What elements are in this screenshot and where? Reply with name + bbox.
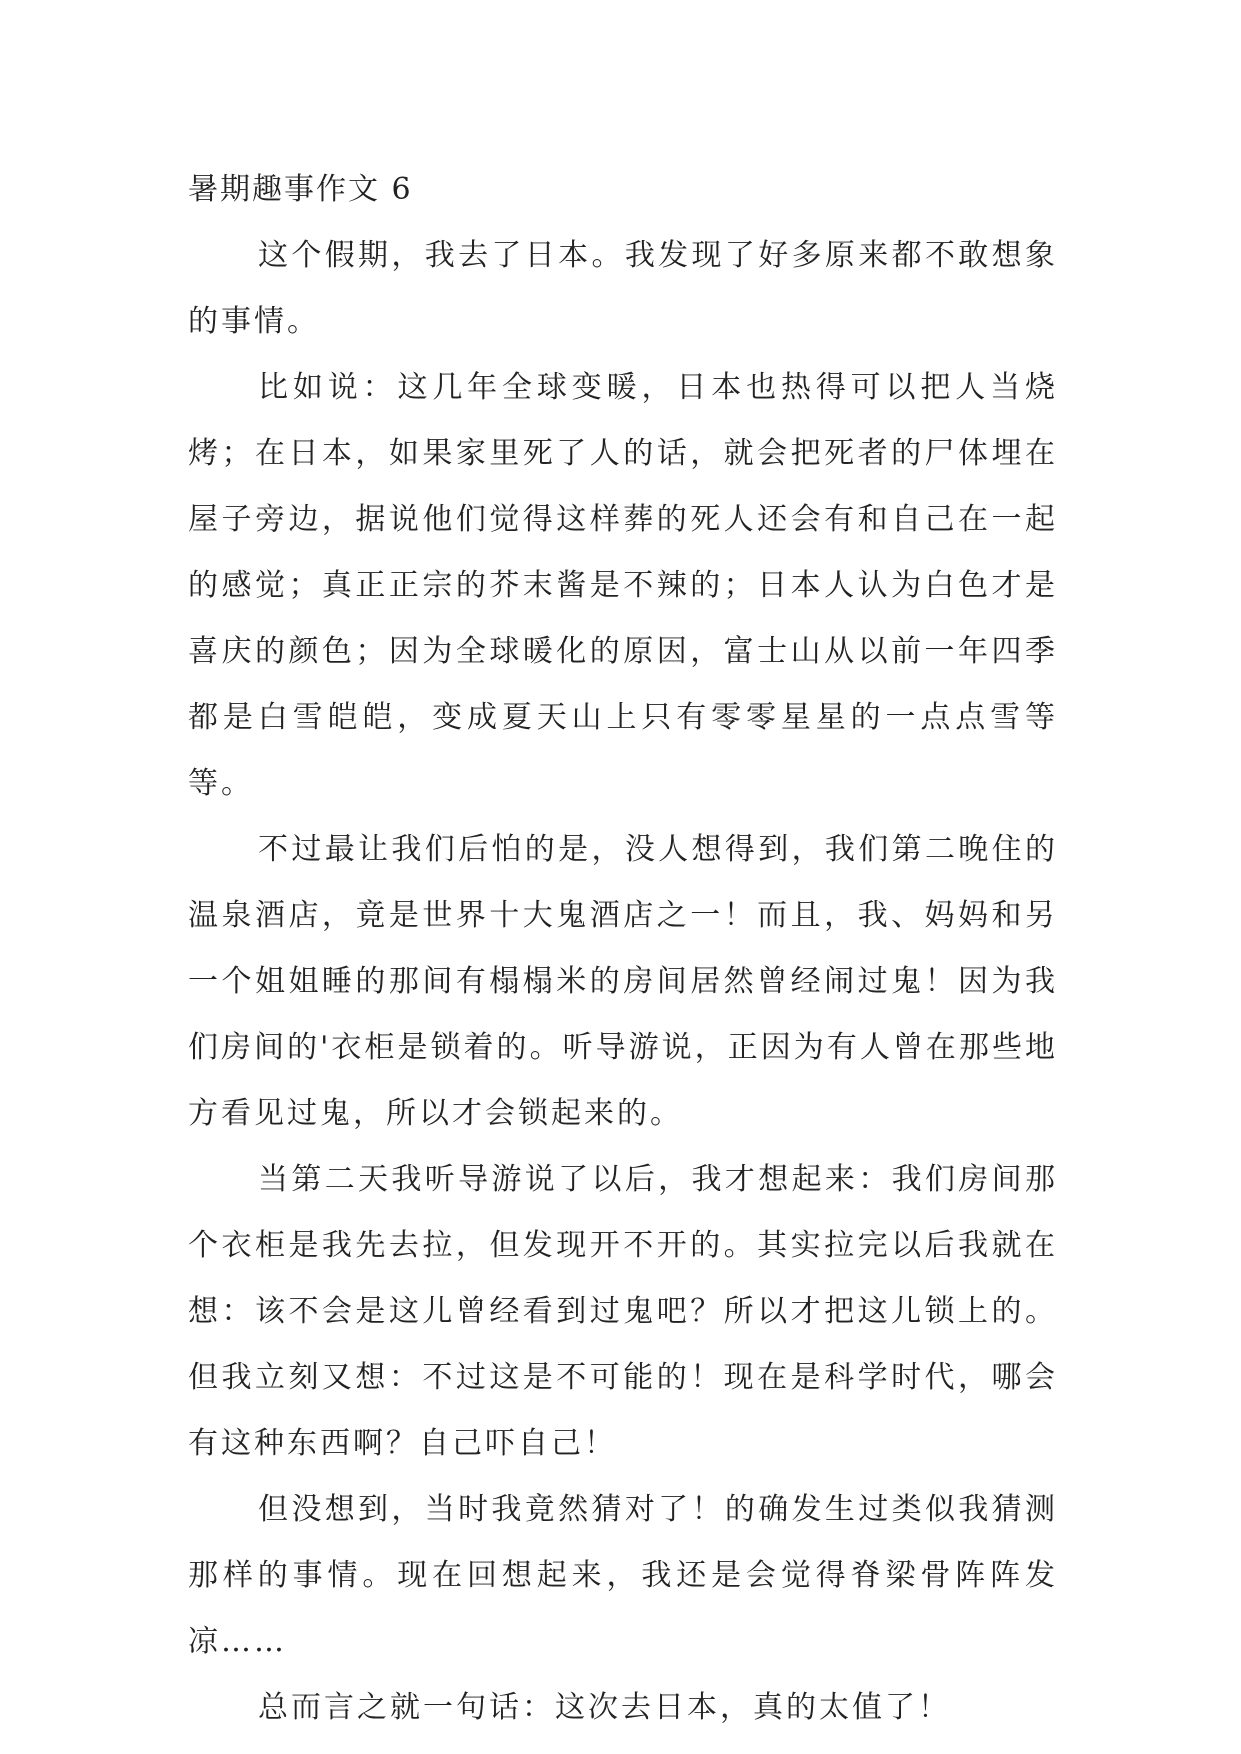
paragraph-3: 不过最让我们后怕的是，没人想得到，我们第二晚住的温泉酒店，竟是世界十大鬼酒店之一！而且，我、妈妈和另一个姐姐睡的那间有榻榻米的房间居然曾经闹过鬼！因为我们房间的'衣柜是锁着的。听导游说，正因为有人曾在那些地方看见过鬼，所以才会锁起来的。 <box>188 832 1058 1131</box>
paragraph-4: 当第二天我听导游说了以后，我才想起来：我们房间那个衣柜是我先去拉，但发现开不开的。其实拉完以后我就在想：该不会是这儿曾经看到过鬼吧？所以才把这儿锁上的。但我立刻又想：不过这是不可能的！现在是科学时代，哪会有这种东西啊？自己吓自己！ <box>188 1162 1058 1461</box>
paragraph-2: 比如说：这几年全球变暖，日本也热得可以把人当烧烤；在日本，如果家里死了人的话，就会把死者的尸体埋在屋子旁边，据说他们觉得这样葬的死人还会有和自己在一起的感觉；真正正宗的芥末酱是不辣的；日本人认为白色才是喜庆的颜色；因为全球暖化的原因，富士山从以前一年四季都是白雪皑皑，变成夏天山上只有零零星星的一点点雪等等。 <box>188 370 1058 801</box>
paragraph-1: 这个假期，我去了日本。我发现了好多原来都不敢想象的事情。 <box>188 238 1058 339</box>
document-title: 暑期趣事作文 6 <box>188 172 413 207</box>
document-body <box>188 157 1058 1741</box>
paragraph-6: 总而言之就一句话：这次去日本，真的太值了！ <box>258 1690 951 1725</box>
paragraph-5: 但没想到，当时我竟然猜对了！的确发生过类似我猜测那样的事情。现在回想起来，我还是会觉得脊梁骨阵阵发凉…… <box>188 1492 1058 1659</box>
